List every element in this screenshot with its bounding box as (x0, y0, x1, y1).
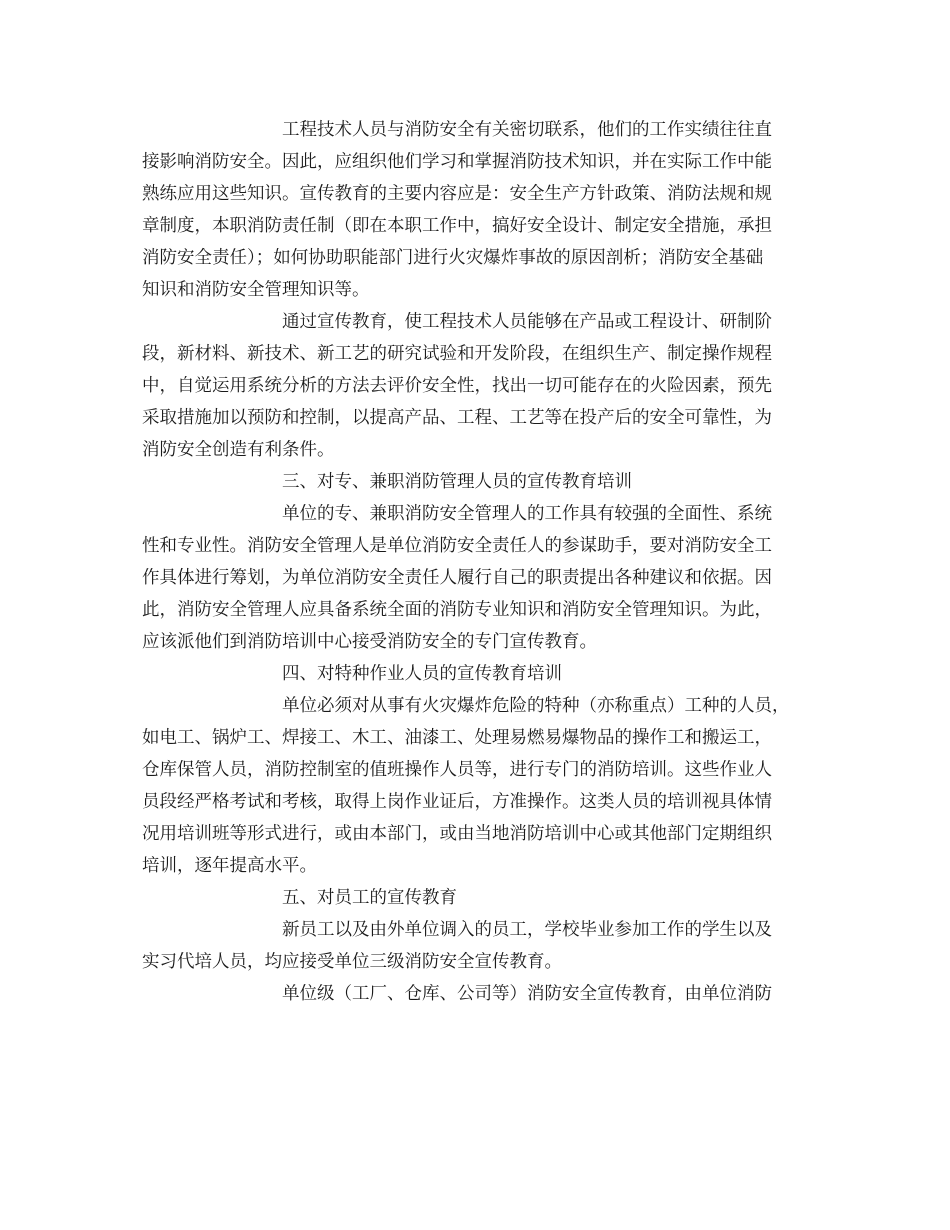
text-line: 员段经严格考试和考核，取得上岗作业证后，方准操作。这类人员的培训视具体情 (142, 792, 772, 812)
text-line: 此，消防安全管理人应具备系统全面的消防专业知识和消防安全管理知识。为此， (142, 600, 772, 620)
text-line: 实习代培人员，均应接受单位三级消防安全宣传教育。 (142, 952, 562, 972)
text-line: 培训，逐年提高水平。 (142, 856, 317, 876)
text-line: 况用培训班等形式进行，或由本部门，或由当地消防培训中心或其他部门定期组织 (142, 824, 772, 844)
text-line: 如电工、锅炉工、焊接工、木工、油漆工、处理易燃易爆物品的操作工和搬运工， (142, 728, 772, 748)
text-line: 单位的专、兼职消防安全管理人的工作具有较强的全面性、系统 (282, 504, 772, 524)
text-line: 熟练应用这些知识。宣传教育的主要内容应是：安全生产方针政策、消防法规和规 (142, 184, 772, 204)
text-line: 单位级（工厂、仓库、公司等）消防安全宣传教育，由单位消防 (282, 984, 772, 1004)
text-line: 知识和消防安全管理知识等。 (142, 280, 370, 300)
text-line: 消防安全创造有利条件。 (142, 440, 335, 460)
text-line: 仓库保管人员，消防控制室的值班操作人员等，进行专门的消防培训。这些作业人 (142, 760, 772, 780)
text-line: 应该派他们到消防培训中心接受消防安全的专门宣传教育。 (142, 632, 597, 652)
text-line: 性和专业性。消防安全管理人是单位消防安全责任人的参谋助手，要对消防安全工 (142, 536, 772, 556)
document-body (142, 114, 812, 1010)
section-heading: 三、对专、兼职消防管理人员的宣传教育培训 (282, 472, 632, 492)
text-line: 段，新材料、新技术、新工艺的研究试验和开发阶段，在组织生产、制定操作规程 (142, 344, 772, 364)
text-line: 采取措施加以预防和控制，以提高产品、工程、工艺等在投产后的安全可靠性，为 (142, 408, 772, 428)
section-heading: 四、对特种作业人员的宣传教育培训 (282, 664, 562, 684)
section-heading: 五、对员工的宣传教育 (282, 888, 457, 908)
text-line: 接影响消防安全。因此，应组织他们学习和掌握消防技术知识，并在实际工作中能 (142, 152, 772, 172)
text-line: 通过宣传教育，使工程技术人员能够在产品或工程设计、研制阶 (282, 312, 772, 332)
text-line: 作具体进行筹划，为单位消防安全责任人履行自己的职责提出各种建议和依据。因 (142, 568, 772, 588)
text-line: 章制度，本职消防责任制（即在本职工作中，搞好安全设计、制定安全措施，承担 (142, 216, 772, 236)
text-line: 新员工以及由外单位调入的员工，学校毕业参加工作的学生以及 (282, 920, 772, 940)
text-line: 中，自觉运用系统分析的方法去评价安全性，找出一切可能存在的火险因素，预先 (142, 376, 772, 396)
text-line: 单位必须对从事有火灾爆炸危险的特种（亦称重点）工种的人员， (282, 696, 790, 716)
text-line: 工程技术人员与消防安全有关密切联系，他们的工作实绩往往直 (282, 120, 772, 140)
text-line: 消防安全责任）；如何协助职能部门进行火灾爆炸事故的原因剖析；消防安全基础 (142, 248, 764, 268)
